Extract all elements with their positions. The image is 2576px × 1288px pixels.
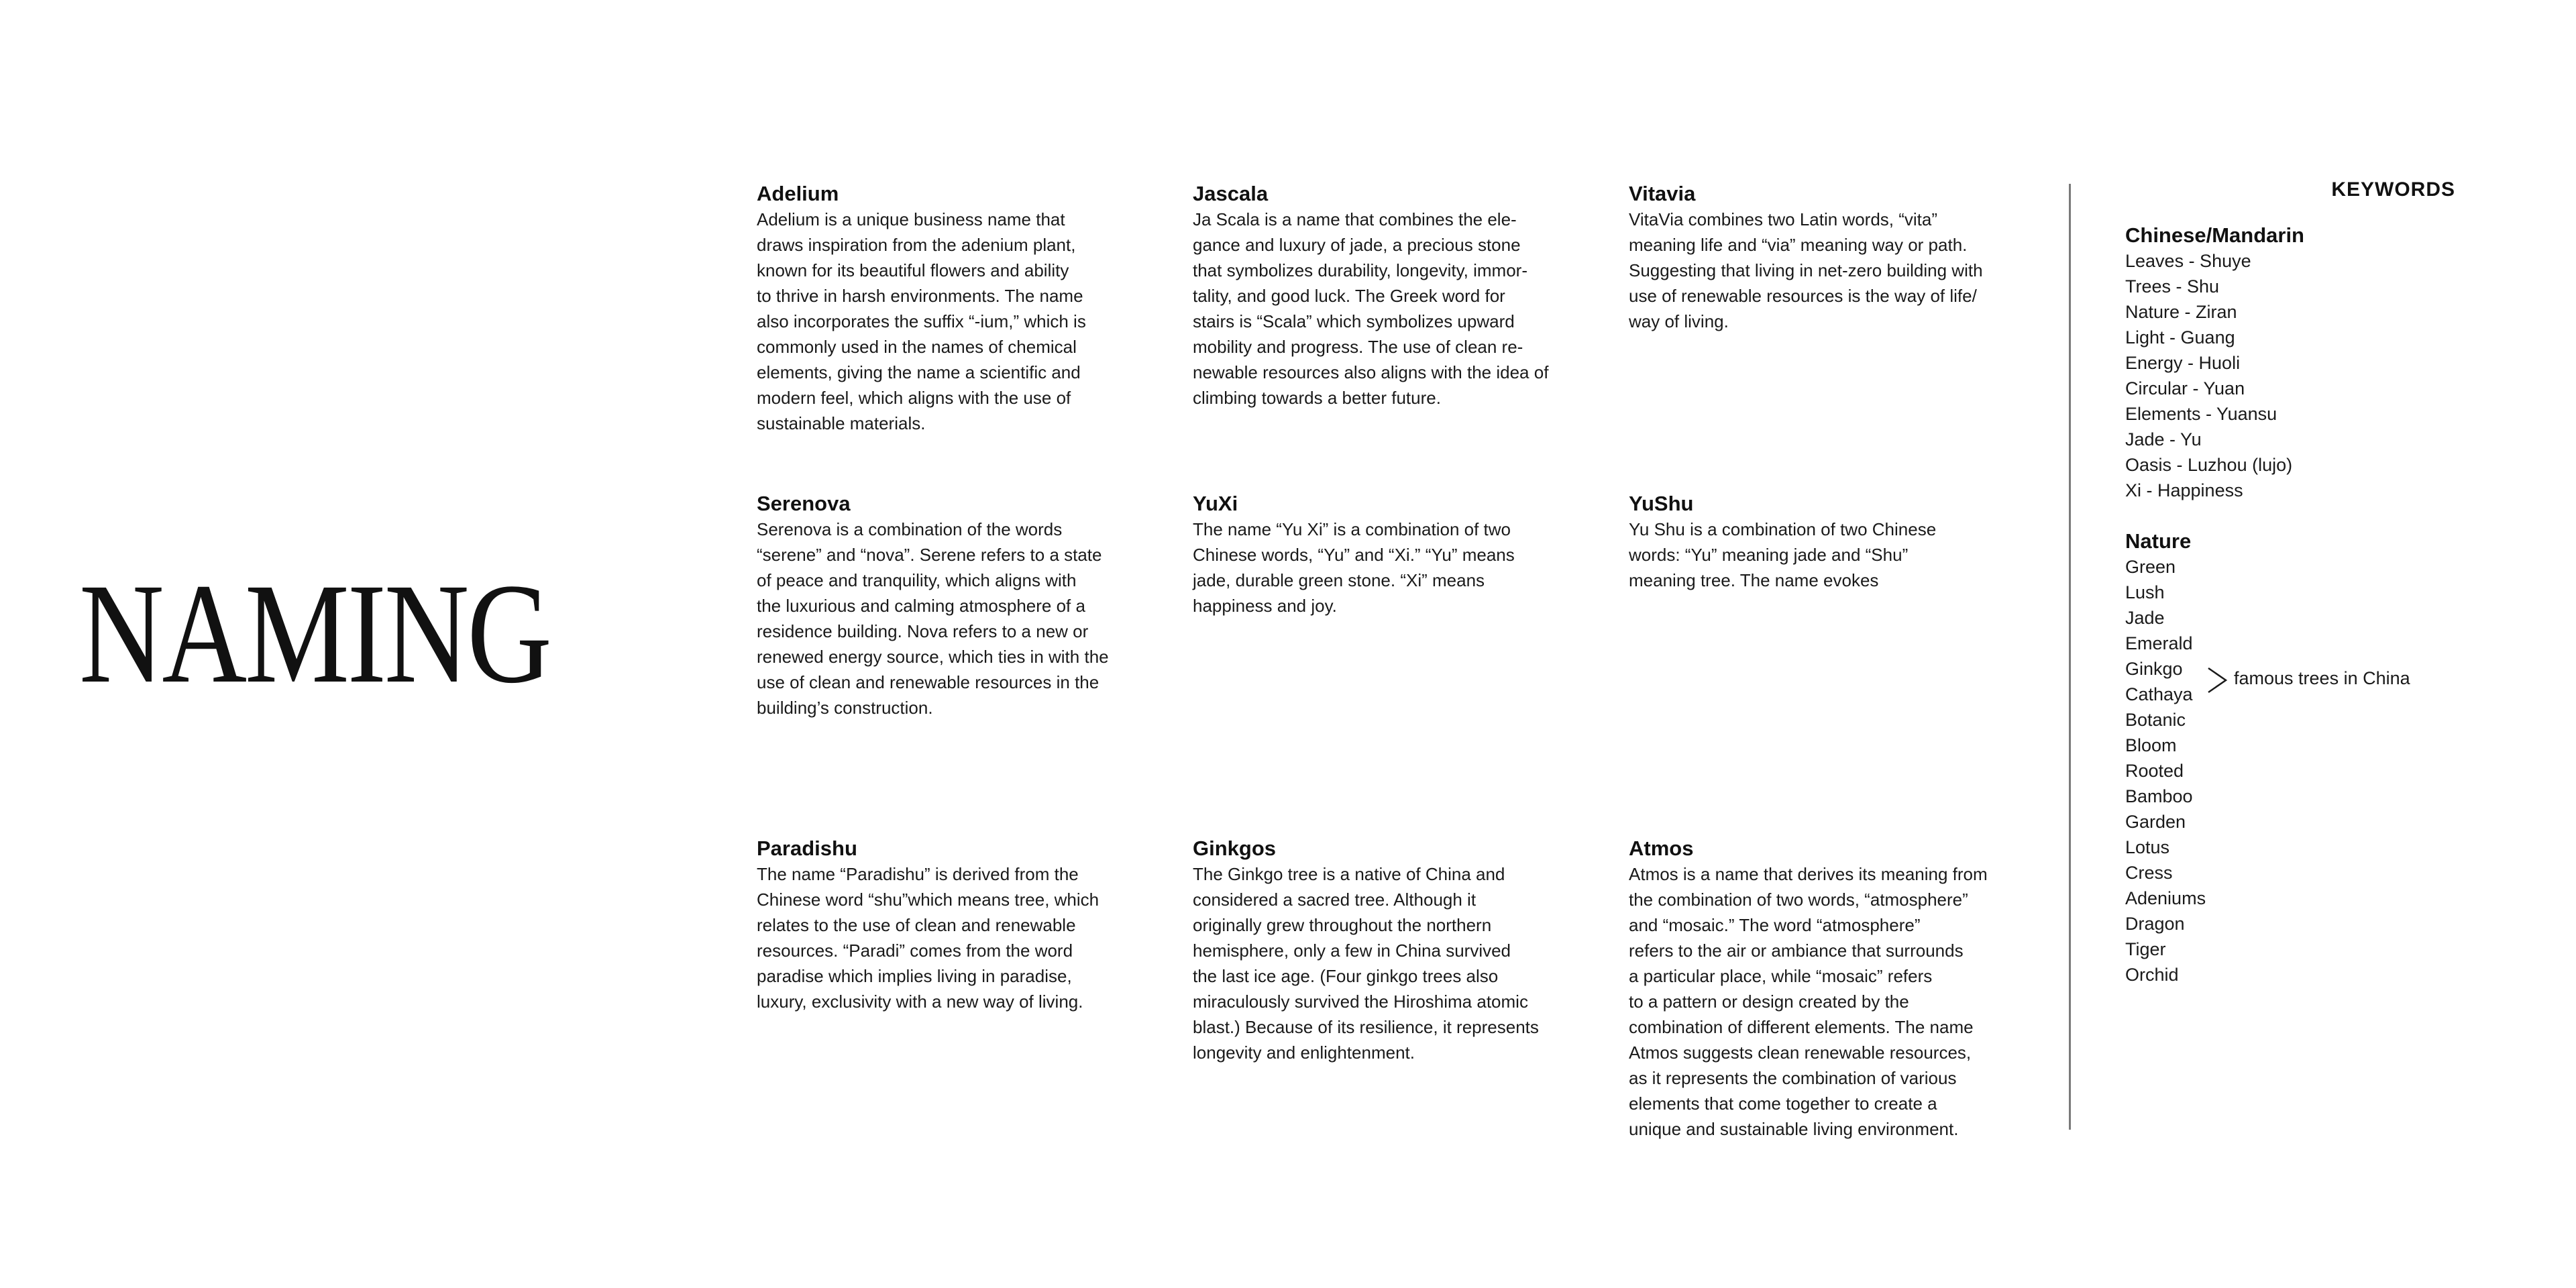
entry-description: VitaVia combines two Latin words, “vita” meaning life and “via” meaning way or path. Suggesting that living in net-zero building with use of renewable resources is the way of life/ way of living. (1629, 209, 1983, 331)
entry-description: The name “Paradishu” is derived from the Chinese word “shu”which means tree, which relates to the use of clean and renewable resources. “Paradi” comes from the word paradise which implies living in paradise, luxury, exclusivity with a new way of living. (757, 864, 1099, 1012)
entry-title: Adelium (757, 182, 839, 205)
keyword-group-title: Chinese/Mandarin (2125, 223, 2304, 247)
keyword-item: Emerald (2125, 633, 2193, 653)
entry-description: Ja Scala is a name that combines the ele- gance and luxury of jade, a precious stone that symbolizes durability, longevity, immor- tality, and good luck. The Greek word for stairs is “Scala” which symbolizes upward mobility and progress. The use of clean re- newable resources also aligns with the idea of climbing towards a better future. (1193, 209, 1549, 408)
keyword-item: Adeniums (2125, 888, 2206, 908)
entry-title: Vitavia (1629, 182, 1696, 205)
entry-adelium (757, 181, 1159, 436)
trees-annotation: famous trees in China (2234, 668, 2410, 688)
entry-title: Paradishu (757, 837, 857, 860)
entry-yuxi (1193, 491, 1595, 619)
keyword-item: Botanic (2125, 710, 2186, 730)
entry-description: Serenova is a combination of the words “serene” and “nova”. Serene refers to a state of peace and tranquility, which aligns with the luxurious and calming atmosphere of a residence building. Nova refers to a new or renewed energy source, which ties in with the use of clean and renewable resources in the building’s construction. (757, 519, 1109, 718)
entry-title: Ginkgos (1193, 837, 1277, 860)
keyword-item: Elements - Yuansu (2125, 404, 2277, 424)
page-title: NAMING (79, 554, 550, 713)
entry-description: Yu Shu is a combination of two Chinese words: “Yu” meaning jade and “Shu” meaning tree. The name evokes (1629, 519, 1937, 590)
keyword-item: Xi - Happiness (2125, 480, 2243, 500)
keyword-item: Jade - Yu (2125, 429, 2202, 449)
keyword-item: Orchid (2125, 965, 2179, 985)
keyword-group-chinese (2125, 223, 2407, 503)
keywords-heading: KEYWORDS (2331, 178, 2455, 201)
entry-description: The name “Yu Xi” is a combination of two Chinese words, “Yu” and “Xi.” “Yu” means jade, durable green stone. “Xi” means happiness and joy. (1193, 519, 1515, 616)
keyword-item: Bamboo (2125, 786, 2193, 806)
entry-paradishu (757, 836, 1159, 1014)
keyword-group-title: Nature (2125, 529, 2192, 553)
entry-title: YuXi (1193, 492, 1238, 515)
entry-description: Adelium is a unique business name that draws inspiration from the adenium plant, known for its beautiful flowers and ability to thrive in harsh environments. The name also incorporates the suffix “-ium,” which is commonly used in the names of chemical elements, giving the name a scientific and modern feel, which aligns with the use of sustainable materials. (757, 209, 1086, 433)
keyword-item: Energy - Huoli (2125, 353, 2241, 373)
entry-serenova (757, 491, 1159, 720)
keyword-item: Tiger (2125, 939, 2166, 959)
keyword-item: Circular - Yuan (2125, 378, 2245, 398)
entry-description: The Ginkgo tree is a native of China and considered a sacred tree. Although it originally grew throughout the northern hemisphere, only a few in China survived the last ice age. (Four ginkgo trees also miraculously survived the Hiroshima atomic blast.) Because of its resilience, it represents longevity and enlightenment. (1193, 864, 1539, 1063)
keyword-item: Trees - Shu (2125, 276, 2220, 297)
chevron-right-icon (2206, 665, 2230, 695)
keyword-item: Oasis - Luzhou (lujo) (2125, 455, 2293, 475)
keyword-item: Cathaya (2125, 684, 2193, 704)
keyword-list (2125, 554, 2407, 987)
entry-jascala (1193, 181, 1595, 411)
keyword-item: Ginkgo (2125, 659, 2183, 679)
keyword-list (2125, 248, 2407, 503)
keyword-group-nature (2125, 529, 2407, 987)
keyword-item: Nature - Ziran (2125, 302, 2237, 322)
entry-ginkgos (1193, 836, 1595, 1065)
keyword-item: Rooted (2125, 761, 2184, 781)
keyword-item: Jade (2125, 608, 2165, 628)
entry-title: Jascala (1193, 182, 1269, 205)
entry-title: Atmos (1629, 837, 1694, 860)
keyword-item: Cress (2125, 863, 2173, 883)
keyword-item: Light - Guang (2125, 327, 2235, 347)
keyword-item: Leaves - Shuye (2125, 251, 2251, 271)
keyword-item: Garden (2125, 812, 2186, 832)
entry-vitavia (1629, 181, 2031, 334)
entry-title: YuShu (1629, 492, 1694, 515)
keyword-item: Lush (2125, 582, 2165, 602)
keyword-item: Bloom (2125, 735, 2177, 755)
keyword-item: Green (2125, 557, 2176, 577)
entry-description: Atmos is a name that derives its meaning from the combination of two words, “atmosphere” and “mosaic.” The word “atmosphere” refers to the air or ambiance that surrounds a particular place, while “mosaic” refers to a pattern or design created by the combination of different elements. The name Atmos suggests clean renewable resources, as it represents the combination of various elements that come together to create a unique and sustainable living environment. (1629, 864, 1988, 1139)
entry-title: Serenova (757, 492, 851, 515)
vertical-divider (2069, 184, 2071, 1130)
entry-yushu (1629, 491, 2031, 593)
keyword-item: Dragon (2125, 914, 2185, 934)
keyword-item: Lotus (2125, 837, 2170, 857)
entry-atmos (1629, 836, 2031, 1142)
